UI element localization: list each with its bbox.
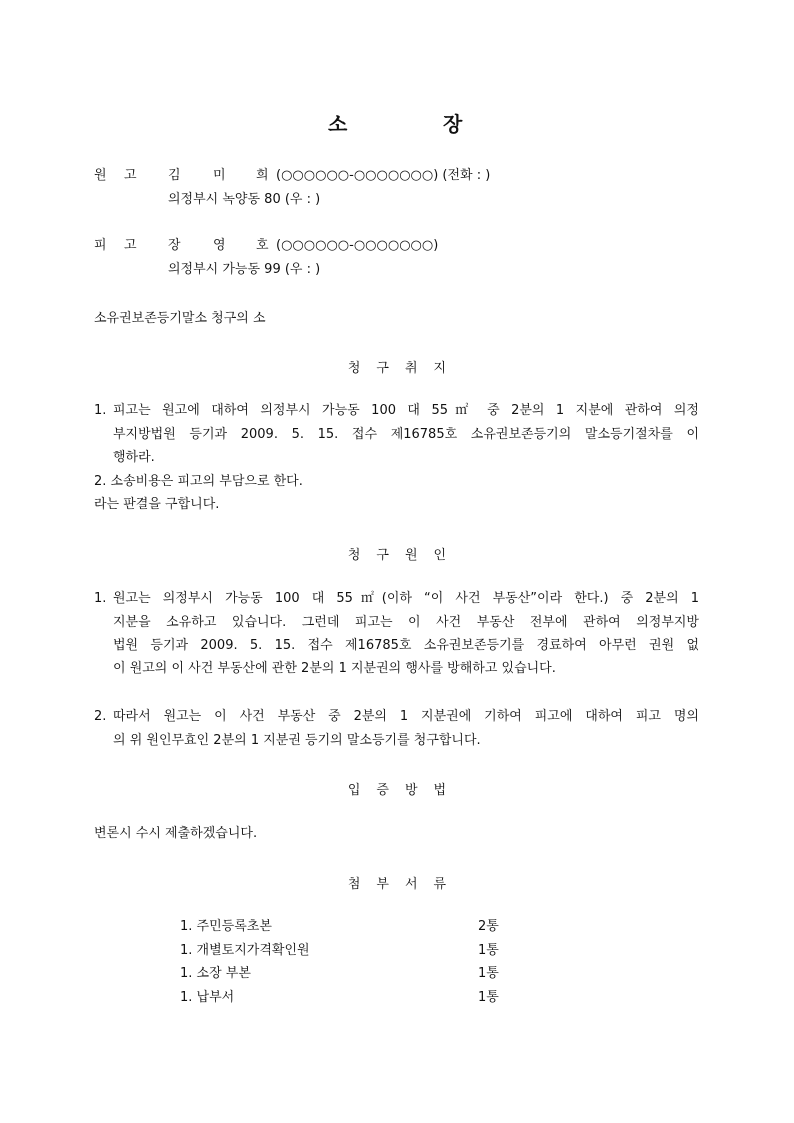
attachment-label: 1. 소장 부본	[180, 966, 251, 981]
attachment-count: 1통	[478, 966, 499, 981]
plaintiff-address: 의정부시 녹양동 80 (우 : )	[168, 192, 321, 207]
defendant-address: 의정부시 가능동 99 (우 : )	[168, 262, 321, 277]
defendant-name-char-3: 호	[256, 238, 269, 253]
evidence-text: 변론시 수시 제출하겠습니다.	[94, 826, 258, 841]
claim-purpose-heading: 청구취지	[347, 361, 463, 376]
claim-purpose-item2: 2. 소송비용은 피고의 부담으로 한다.	[94, 474, 303, 489]
case-name: 소유권보존등기말소 청구의 소	[94, 311, 266, 326]
attachment-count: 1통	[478, 943, 499, 958]
plaintiff-id-and-phone: (○○○○○○-○○○○○○○) (전화 : )	[276, 168, 491, 183]
claim-cause-item1-line: 법원 등기과 2009. 5. 15. 접수 제16785호 소유권보존등기를 경료하여 아무런 권원 없	[113, 638, 699, 653]
claim-cause-heading: 청구원인	[347, 548, 463, 563]
claim-purpose-item1-number: 1.	[94, 403, 107, 418]
claim-purpose-item1-line: 부지방법원 등기과 2009. 5. 15. 접수 제16785호 소유권보존등기의 말소등기절차를 이	[113, 427, 699, 442]
document-title-left: 소	[328, 112, 348, 136]
claim-cause-item2-line: 의 위 원인무효인 2분의 1 지분권 등기의 말소등기를 청구합니다.	[113, 733, 481, 748]
claim-cause-item1-line: 원고는 의정부시 가능동 100 대 55㎡(이하 “이 사건 부동산”이라 한다.) 중 2분의 1	[113, 591, 699, 606]
attachment-label: 1. 개별토지가격확인원	[180, 943, 310, 958]
attachment-label: 1. 주민등록초본	[180, 919, 272, 934]
attachment-count: 2통	[478, 919, 499, 934]
claim-purpose-item1-line: 행하라.	[113, 450, 155, 465]
document-title-right: 장	[443, 112, 463, 136]
plaintiff-name-char-1: 김	[168, 168, 181, 183]
claim-cause-item1-line: 이 원고의 이 사건 부동산에 관한 2분의 1 지분권의 행사를 방해하고 있습니다.	[113, 661, 556, 676]
claim-purpose-closing: 라는 판결을 구합니다.	[94, 497, 220, 512]
plaintiff-name-char-2: 미	[213, 168, 226, 183]
attachment-count: 1통	[478, 990, 499, 1005]
defendant-role-char-2: 고	[124, 238, 137, 253]
plaintiff-role-char-1: 원	[94, 168, 107, 183]
plaintiff-name-char-3: 희	[256, 168, 269, 183]
defendant-name-char-1: 장	[168, 238, 181, 253]
defendant-name-char-2: 영	[213, 238, 226, 253]
plaintiff-role-char-2: 고	[124, 168, 137, 183]
evidence-heading: 입증방법	[347, 783, 463, 798]
attachments-heading: 첨부서류	[347, 877, 463, 892]
claim-cause-item2-line: 따라서 원고는 이 사건 부동산 중 2분의 1 지분권에 기하여 피고에 대하여 피고 명의	[113, 709, 699, 724]
claim-cause-item1-line: 지분을 소유하고 있습니다. 그런데 피고는 이 사건 부동산 전부에 관하여 의정부지방	[113, 615, 699, 630]
claim-purpose-item1-line: 피고는 원고에 대하여 의정부시 가능동 100 대 55㎡ 중 2분의 1 지분에 관하여 의정	[113, 403, 699, 418]
attachment-label: 1. 납부서	[180, 990, 235, 1005]
defendant-id: (○○○○○○-○○○○○○○)	[276, 238, 439, 253]
defendant-role-char-1: 피	[94, 238, 107, 253]
claim-cause-item2-number: 2.	[94, 709, 107, 724]
claim-cause-item1-number: 1.	[94, 591, 107, 606]
